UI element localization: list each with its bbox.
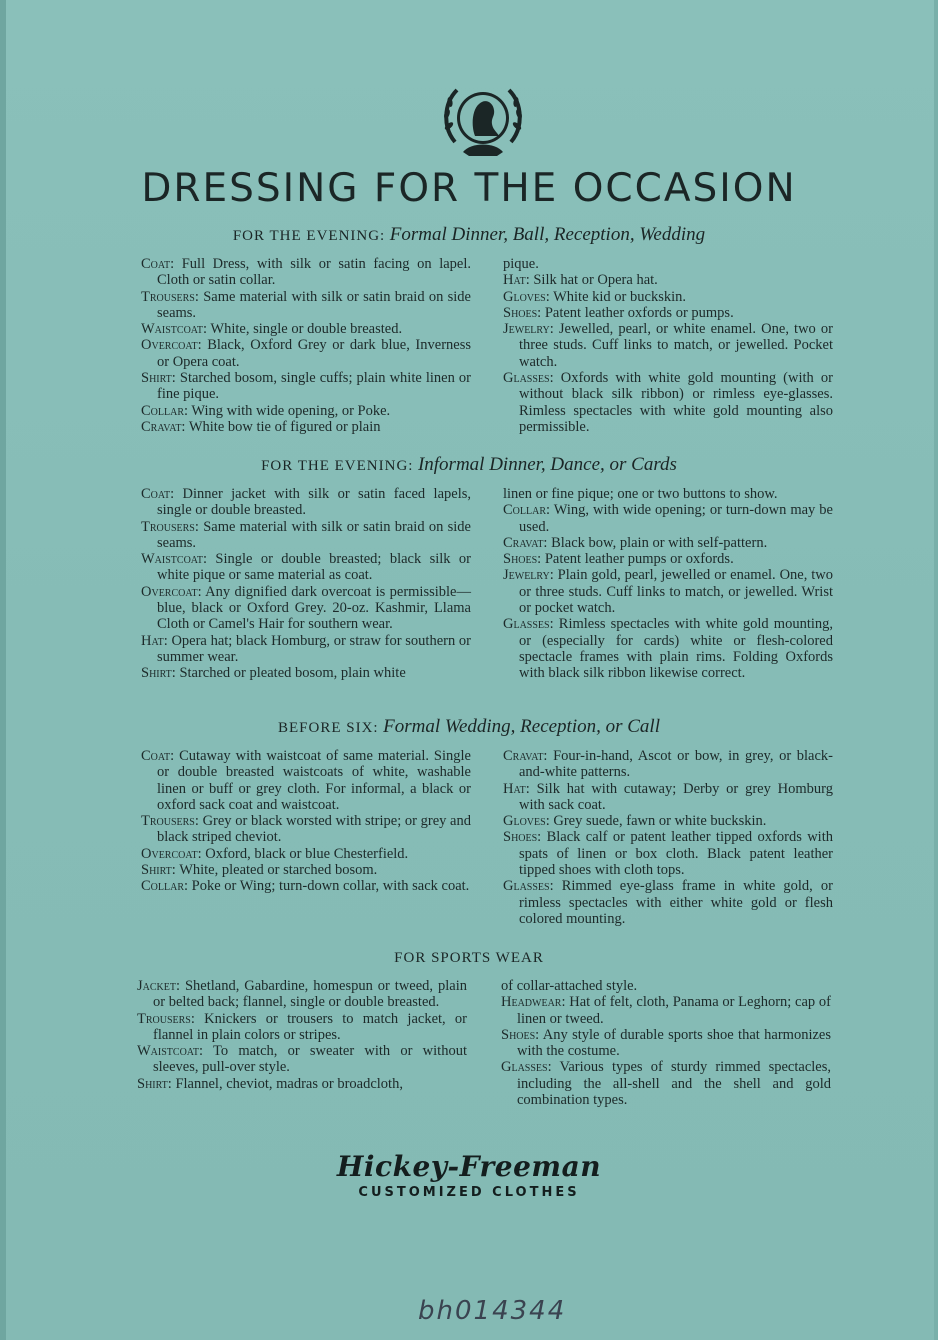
list-item: Trousers: Grey or black worsted with stripe; or grey and black striped cheviot. (141, 813, 471, 846)
list-item: Overcoat: Oxford, black or blue Chesterfield. (141, 845, 409, 862)
list-item: Gloves: Grey suede, fawn or white buckskin. (503, 813, 767, 830)
list-item: Shoes: Patent leather pumps or oxfords. (503, 551, 734, 568)
handwritten-catalog-number: bh014344 (418, 1296, 567, 1326)
list-item: pique. (503, 256, 539, 272)
list-item: Waistcoat: White, single or double breasted. (141, 321, 403, 338)
list-item: Coat: Full Dress, with silk or satin facing on lapel. Cloth or satin collar. (141, 256, 471, 289)
list-item: Shoes: Any style of durable sports shoe that harmonizes with the costume. (501, 1026, 831, 1060)
list-item: Overcoat: Any dignified dark overcoat is permissible—blue, black or Oxford Grey. 20-oz. Kashmir, Llama Cloth or Camel's Hair for southern wear. (141, 583, 471, 633)
list-item: Cravat: Black bow, plain or with self-pattern. (503, 534, 768, 551)
list-item: Waistcoat: To match, or sweater with or without sleeves, pull-over style. (137, 1043, 467, 1076)
list-item: Hat: Silk hat or Opera hat. (503, 272, 658, 289)
list-item: Glasses: Rimless spectacles with white gold mounting, or (especially for cards) white or flesh-colored spectacle frames with plain rims. Folding Oxfords with black silk ribbon likewise correct. (503, 616, 833, 682)
list-item: Hat: Opera hat; black Homburg, or straw for southern or summer wear. (141, 632, 471, 665)
brand-tagline: CUSTOMIZED CLOTHES (358, 1185, 580, 1200)
section-2-right-column (503, 486, 833, 682)
brand-logo (0, 1150, 938, 1200)
section-1-right-column (503, 256, 833, 435)
section-4-right-column (501, 978, 831, 1108)
list-item: linen or fine pique; one or two buttons to show. (503, 486, 778, 502)
list-item: Shirt: Flannel, cheviot, madras or broadcloth, (137, 1075, 403, 1092)
section-label: FOR SPORTS WEAR (394, 950, 544, 966)
list-item: Glasses: Various types of sturdy rimmed spectacles, including the all-shell and the shell and gold combination types. (501, 1059, 831, 1109)
list-item: of collar-attached style. (501, 978, 638, 994)
section-subtitle: Informal Dinner, Dance, or Cards (417, 454, 677, 475)
portrait-wreath-emblem-icon (441, 80, 525, 160)
section-heading-sports-wear (0, 950, 938, 967)
list-item: Cravat: White bow tie of figured or plain (141, 418, 381, 435)
list-item: Headwear: Hat of felt, cloth, Panama or Leghorn; cap of linen or tweed. (501, 994, 831, 1027)
list-item: Jewelry: Jewelled, pearl, or white enamel. One, two or three studs. Cuff links to match, or jewelled. Pocket watch. (503, 321, 833, 370)
list-item: Jacket: Shetland, Gabardine, homespun or tweed, plain or belted back; flannel, single or double breasted. (137, 978, 467, 1011)
section-2-left-column (141, 486, 471, 682)
section-subtitle: Formal Wedding, Reception, or Call (383, 716, 660, 737)
section-heading-before-six (0, 716, 938, 738)
list-item: Glasses: Rimmed eye-glass frame in white gold, or rimless spectacles with either white gold or flesh colored mounting. (503, 878, 833, 927)
list-item: Coat: Cutaway with waistcoat of same material. Single or double breasted waistcoats of white, washable linen or buff or grey cloth. For informal, a black or oxford sack coat and waistcoat. (141, 748, 471, 813)
section-heading-informal-evening (0, 454, 938, 476)
list-item: Collar: Wing, with wide opening; or turn-down may be used. (503, 502, 833, 535)
section-label: FOR THE EVENING: (232, 228, 386, 244)
list-item: Trousers: Knickers or trousers to match jacket, or flannel in plain colors or stripes. (137, 1010, 467, 1043)
section-1-left-column (141, 256, 471, 435)
list-item: Shirt: Starched or pleated bosom, plain white (141, 665, 406, 682)
list-item: Shirt: Starched bosom, single cuffs; plain white linen or fine pique. (141, 370, 471, 403)
list-item: Shoes: Black calf or patent leather tipped oxfords with spats of linen or box cloth. Black patent leather tipped shoes with cloth tops. (503, 829, 833, 879)
section-label: BEFORE SIX: (278, 720, 379, 736)
brand-name: Hickey-Freeman (336, 1150, 602, 1183)
section-3-left-column (141, 748, 471, 895)
list-item: Collar: Wing with wide opening, or Poke. (141, 402, 391, 419)
list-item: Trousers: Same material with silk or satin braid on side seams. (141, 518, 471, 551)
list-item: Overcoat: Black, Oxford Grey or dark blue, Inverness or Opera coat. (141, 337, 471, 370)
page-title: DRESSING FOR THE OCCASION (141, 166, 797, 211)
section-3-right-column (503, 748, 833, 927)
section-label: FOR THE EVENING: (261, 458, 414, 474)
list-item: Jewelry: Plain gold, pearl, jewelled or enamel. One, two or three studs. Cuff links to match, or jewelled. Wrist or pocket watch. (503, 567, 833, 617)
list-item: Gloves: White kid or buckskin. (503, 288, 686, 305)
list-item: Waistcoat: Single or double breasted; black silk or white pique or same material as coat. (141, 551, 471, 584)
list-item: Glasses: Oxfords with white gold mounting (with or without black silk ribbon) or rimless eye-glasses. Rimless spectacles with white gold mounting also permissible. (503, 370, 833, 435)
list-item: Coat: Dinner jacket with silk or satin faced lapels, single or double breasted. (141, 486, 471, 519)
list-item: Hat: Silk hat with cutaway; Derby or grey Homburg with sack coat. (503, 780, 833, 813)
section-heading-formal-evening (0, 224, 938, 246)
section-4-left-column (137, 978, 467, 1092)
list-item: Collar: Poke or Wing; turn-down collar, with sack coat. (141, 878, 470, 895)
list-item: Shirt: White, pleated or starched bosom. (141, 862, 378, 879)
section-subtitle: Formal Dinner, Ball, Reception, Wedding (389, 224, 706, 245)
list-item: Cravat: Four-in-hand, Ascot or bow, in grey, or black-and-white patterns. (503, 748, 833, 781)
list-item: Shoes: Patent leather oxfords or pumps. (503, 304, 734, 321)
list-item: Trousers: Same material with silk or satin braid on side seams. (141, 288, 471, 321)
